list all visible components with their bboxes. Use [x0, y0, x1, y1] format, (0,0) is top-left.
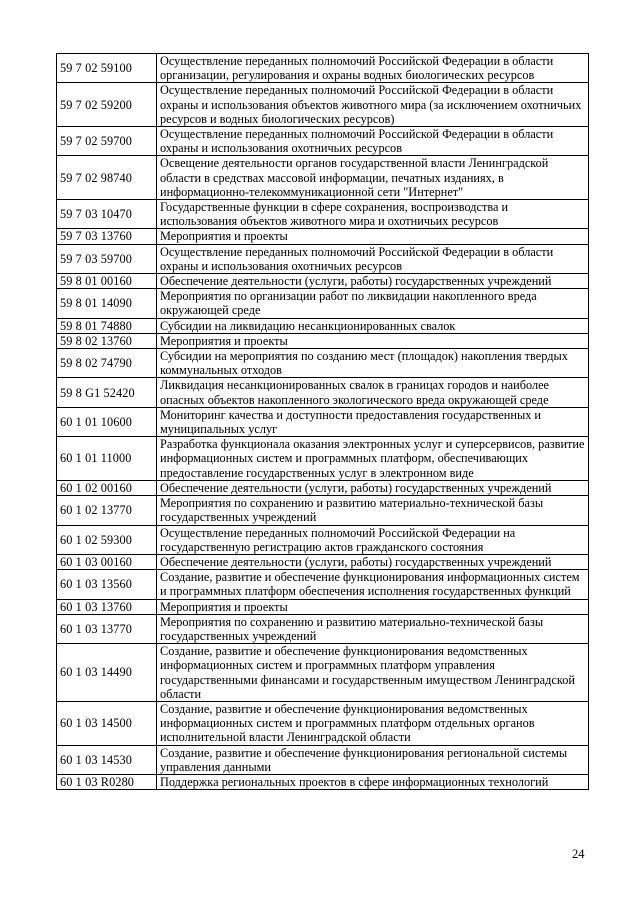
table-row — [57, 244, 589, 273]
classification-code-cell: 60 1 02 13770 — [57, 496, 157, 525]
classification-code-cell: 59 7 03 10470 — [57, 200, 157, 229]
classification-code-cell: 59 7 02 59700 — [57, 127, 157, 156]
description-cell: Мероприятия и проекты — [157, 599, 589, 614]
budget-classification-table — [56, 53, 589, 790]
classification-code-cell: 60 1 01 10600 — [57, 407, 157, 436]
classification-code-cell: 60 1 01 11000 — [57, 437, 157, 481]
description-cell: Осуществление переданных полномочий Российской Федерации в области охраны и использования объектов животного мира (за исключением охотничьих ресурсов и водных биологических ресурсов) — [157, 83, 589, 127]
description-cell: Государственные функции в сфере сохранения, воспроизводства и использования объектов животного мира и охотничьих ресурсов — [157, 200, 589, 229]
classification-code-cell: 59 7 03 13760 — [57, 229, 157, 244]
classification-code-cell: 59 7 02 59200 — [57, 83, 157, 127]
table-row — [57, 127, 589, 156]
classification-code-cell: 59 8 G1 52420 — [57, 378, 157, 407]
classification-code-cell: 59 8 01 74880 — [57, 318, 157, 333]
description-cell: Обеспечение деятельности (услуги, работы) государственных учреждений — [157, 554, 589, 569]
classification-code-cell: 60 1 03 14530 — [57, 745, 157, 774]
description-cell: Создание, развитие и обеспечение функционирования ведомственных информационных систем и программных платформ управления государственными финансами и государственным имуществом Ленинградской области — [157, 644, 589, 702]
table-row — [57, 599, 589, 614]
table-row — [57, 570, 589, 599]
description-cell: Обеспечение деятельности (услуги, работы) государственных учреждений — [157, 480, 589, 495]
classification-code-cell: 59 8 02 74790 — [57, 349, 157, 378]
table-row — [57, 496, 589, 525]
table-row — [57, 378, 589, 407]
table-row — [57, 480, 589, 495]
table-row — [57, 274, 589, 289]
classification-code-cell: 60 1 02 59300 — [57, 525, 157, 554]
page-number: 24 — [572, 847, 585, 861]
table-row — [57, 644, 589, 702]
table-row — [57, 318, 589, 333]
description-cell: Мероприятия по сохранению и развитию материально-технической базы государственных учреждений — [157, 614, 589, 643]
description-cell: Разработка функционала оказания электронных услуг и суперсервисов, развитие информационных систем и программных платформ, обеспечивающих предоставление государственных услуг в электронном виде — [157, 437, 589, 481]
description-cell: Создание, развитие и обеспечение функционирования информационных систем и программных платформ обеспечения исполнения государственных функций — [157, 570, 589, 599]
classification-code-cell: 60 1 03 13760 — [57, 599, 157, 614]
table-body — [57, 54, 589, 790]
description-cell: Осуществление переданных полномочий Российской Федерации в области организации, регулирования и охраны водных биологических ресурсов — [157, 54, 589, 83]
classification-code-cell: 59 8 02 13760 — [57, 333, 157, 348]
description-cell: Субсидии на ликвидацию несанкционированных свалок — [157, 318, 589, 333]
table-row — [57, 614, 589, 643]
classification-code-cell: 59 8 01 14090 — [57, 289, 157, 318]
description-cell: Субсидии на мероприятия по созданию мест (площадок) накопления твердых коммунальных отходов — [157, 349, 589, 378]
table-row — [57, 437, 589, 481]
table-row — [57, 349, 589, 378]
table-row — [57, 83, 589, 127]
classification-code-cell: 59 7 02 59100 — [57, 54, 157, 83]
classification-code-cell: 60 1 03 14500 — [57, 701, 157, 745]
table-row — [57, 200, 589, 229]
table-row — [57, 333, 589, 348]
table-row — [57, 156, 589, 200]
description-cell: Осуществление переданных полномочий Российской Федерации в области охраны и использования охотничьих ресурсов — [157, 244, 589, 273]
description-cell: Создание, развитие и обеспечение функционирования ведомственных информационных систем и программных платформ отдельных органов исполнительной власти Ленинградской области — [157, 701, 589, 745]
table-row — [57, 289, 589, 318]
description-cell: Создание, развитие и обеспечение функционирования региональной системы управления данными — [157, 745, 589, 774]
classification-code-cell: 59 7 03 59700 — [57, 244, 157, 273]
classification-code-cell: 60 1 03 13770 — [57, 614, 157, 643]
description-cell: Обеспечение деятельности (услуги, работы) государственных учреждений — [157, 274, 589, 289]
classification-code-cell: 60 1 02 00160 — [57, 480, 157, 495]
classification-code-cell: 60 1 03 14490 — [57, 644, 157, 702]
description-cell: Мероприятия и проекты — [157, 333, 589, 348]
table-row — [57, 229, 589, 244]
classification-code-cell: 60 1 03 13560 — [57, 570, 157, 599]
description-cell: Мероприятия по сохранению и развитию материально-технической базы государственных учреждений — [157, 496, 589, 525]
classification-code-cell: 59 7 02 98740 — [57, 156, 157, 200]
table-row — [57, 701, 589, 745]
description-cell: Поддержка региональных проектов в сфере информационных технологий — [157, 774, 589, 789]
description-cell: Мониторинг качества и доступности предоставления государственных и муниципальных услуг — [157, 407, 589, 436]
table-row — [57, 774, 589, 789]
table-row — [57, 554, 589, 569]
description-cell: Ликвидация несанкционированных свалок в границах городов и наиболее опасных объектов накопленного экологического вреда окружающей среде — [157, 378, 589, 407]
classification-code-cell: 59 8 01 00160 — [57, 274, 157, 289]
description-cell: Освещение деятельности органов государственной власти Ленинградской области в средствах массовой информации, печатных изданиях, в информационно-телекоммуникационной сети "Интернет" — [157, 156, 589, 200]
table-row — [57, 407, 589, 436]
description-cell: Мероприятия по организации работ по ликвидации накопленного вреда окружающей среде — [157, 289, 589, 318]
description-cell: Осуществление переданных полномочий Российской Федерации на государственную регистрацию актов гражданского состояния — [157, 525, 589, 554]
table-row — [57, 525, 589, 554]
description-cell: Осуществление переданных полномочий Российской Федерации в области охраны и использования охотничьих ресурсов — [157, 127, 589, 156]
table-row — [57, 745, 589, 774]
table-row — [57, 54, 589, 83]
description-cell: Мероприятия и проекты — [157, 229, 589, 244]
classification-code-cell: 60 1 03 R0280 — [57, 774, 157, 789]
classification-code-cell: 60 1 03 00160 — [57, 554, 157, 569]
